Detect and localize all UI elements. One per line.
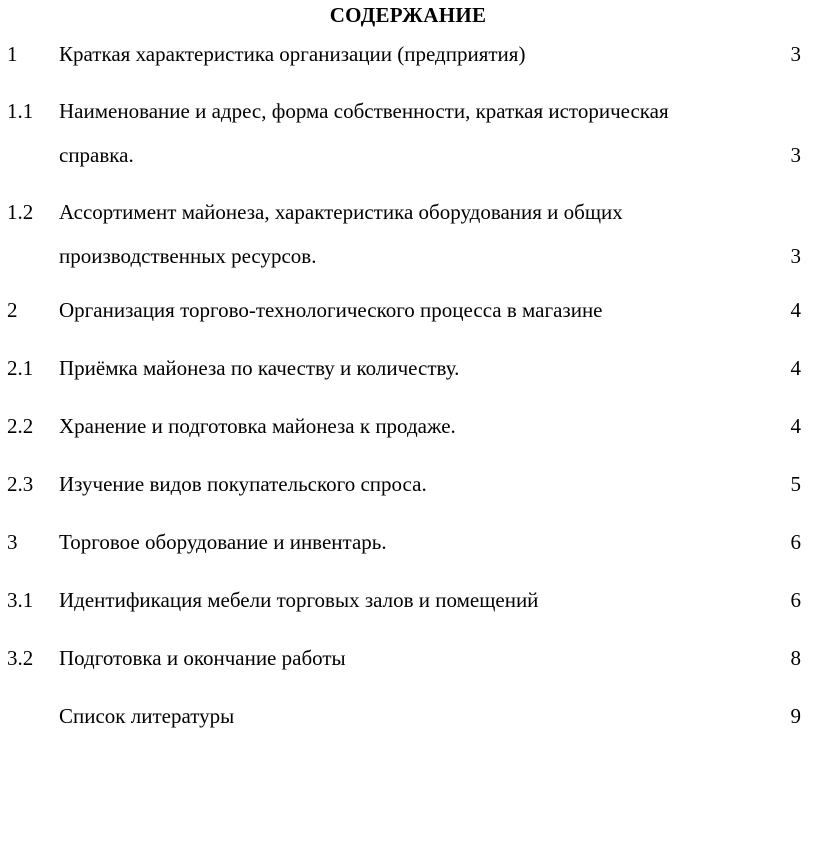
toc-entry-number: 2.2 <box>7 414 34 438</box>
toc-entry-text: Приёмка майонеза по качеству и количеству. <box>59 356 460 380</box>
toc-entry-page: 4 <box>790 356 801 380</box>
toc-entry-page: 3 <box>790 244 801 268</box>
toc-entry-page: 3 <box>790 143 801 167</box>
toc-entry-text: Организация торгово-технологического процесса в магазине <box>59 298 603 322</box>
toc-entry-page: 5 <box>790 472 801 496</box>
toc-entry-text: Подготовка и окончание работы <box>59 646 346 670</box>
toc-entry-number: 3 <box>7 530 18 554</box>
toc-entry-number: 1 <box>7 42 18 66</box>
toc-entry-number: 1.1 <box>7 99 34 123</box>
toc-entry-number: 1.2 <box>7 200 34 224</box>
toc-entry-text: Наименование и адрес, форма собственности, краткая историческая <box>59 99 669 123</box>
toc-entry-page: 6 <box>790 588 801 612</box>
toc-entry-page: 9 <box>790 704 801 728</box>
toc-entry-text-continuation: производственных ресурсов. <box>59 244 317 268</box>
toc-entry-page: 4 <box>790 414 801 438</box>
toc-entry-page: 6 <box>790 530 801 554</box>
toc-entry-text: Список литературы <box>59 704 235 728</box>
toc-entry-number: 2.1 <box>7 356 34 380</box>
toc-entry-number: 3.2 <box>7 646 34 670</box>
toc-entry-number: 2.3 <box>7 472 34 496</box>
toc-entry-text: Ассортимент майонеза, характеристика оборудования и общих <box>59 200 623 224</box>
toc-entry-text: Краткая характеристика организации (предприятия) <box>59 42 526 66</box>
toc-entry-number: 2 <box>7 298 18 322</box>
toc-entry-page: 8 <box>790 646 801 670</box>
toc-entry-text-continuation: справка. <box>59 143 134 167</box>
page-title: СОДЕРЖАНИЕ <box>329 3 487 27</box>
toc-entry-page: 4 <box>790 298 801 322</box>
toc-entry-text: Хранение и подготовка майонеза к продаже. <box>59 414 456 438</box>
toc-entry-text: Изучение видов покупательского спроса. <box>59 472 427 496</box>
toc-entry-page: 3 <box>790 42 801 66</box>
toc-entry-text: Торговое оборудование и инвентарь. <box>59 530 387 554</box>
toc-entry-text: Идентификация мебели торговых залов и помещений <box>59 588 539 612</box>
toc-entry-number: 3.1 <box>7 588 34 612</box>
